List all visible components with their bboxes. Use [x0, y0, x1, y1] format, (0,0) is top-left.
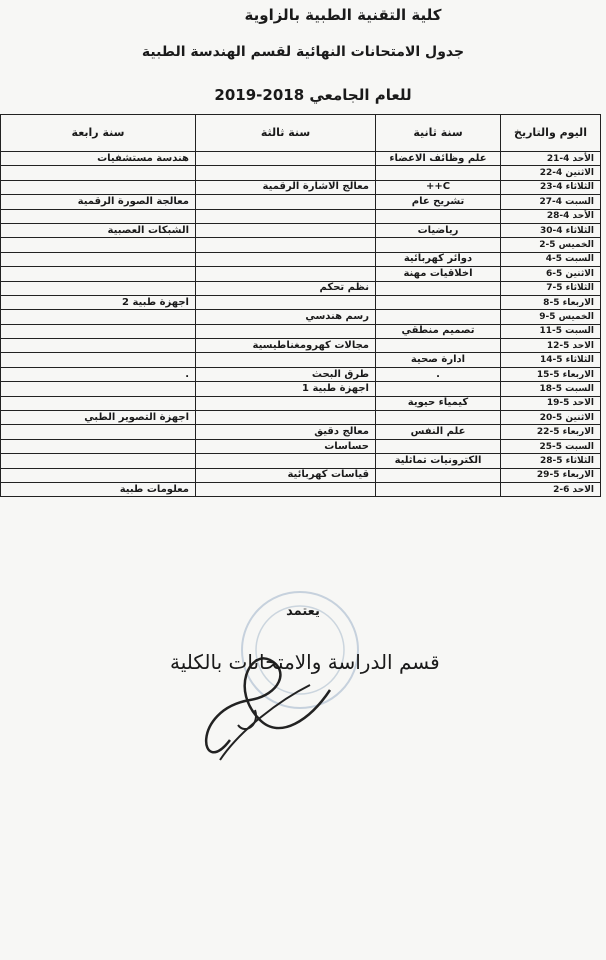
cell-day: الاثنين 5-6	[501, 267, 601, 281]
column-header-year3: سنة ثالثة	[196, 115, 376, 152]
cell-y4	[1, 324, 196, 338]
cell-y2: ادارة صحية	[376, 353, 501, 367]
cell-day: الأحد 4-28	[501, 209, 601, 223]
cell-y3	[196, 166, 376, 180]
table-row	[1, 425, 601, 439]
cell-y3: حساسات	[196, 439, 376, 453]
column-header-day: اليوم والتاريخ	[501, 115, 601, 152]
cell-y3	[196, 454, 376, 468]
cell-y3: رسم هندسي	[196, 310, 376, 324]
cell-y2	[376, 295, 501, 309]
cell-y3	[196, 152, 376, 166]
cell-y4	[1, 267, 196, 281]
cell-y2: علم النفس	[376, 425, 501, 439]
cell-y2: C++	[376, 180, 501, 194]
document-title: جدول الامتحانات النهائية لقسم الهندسة الطبية	[141, 44, 465, 60]
cell-day: السبت 5-4	[501, 252, 601, 266]
cell-y2	[376, 281, 501, 295]
table-row	[1, 454, 601, 468]
cell-y4: اجهزة التصوير الطبي	[1, 411, 196, 425]
cell-y4	[1, 238, 196, 252]
column-header-year2: سنة ثانية	[376, 115, 501, 152]
cell-day: السبت 5-25	[501, 439, 601, 453]
cell-y2: اخلاقيات مهنة	[376, 267, 501, 281]
table-header-row	[1, 115, 601, 152]
cell-y3	[196, 252, 376, 266]
cell-y4	[1, 396, 196, 410]
cell-y2: تصميم منطقي	[376, 324, 501, 338]
cell-y2	[376, 439, 501, 453]
exam-schedule-table	[0, 114, 601, 497]
cell-y4	[1, 252, 196, 266]
cell-y2	[376, 209, 501, 223]
table-row	[1, 353, 601, 367]
approval-label: يعتمد	[286, 604, 320, 619]
table-row	[1, 324, 601, 338]
table-body	[1, 152, 601, 497]
table-row	[1, 382, 601, 396]
cell-y3	[196, 411, 376, 425]
table-row	[1, 468, 601, 482]
table-row	[1, 223, 601, 237]
cell-y2	[376, 468, 501, 482]
cell-y2: علم وظائف الاعضاء	[376, 152, 501, 166]
table-row	[1, 411, 601, 425]
table-row	[1, 166, 601, 180]
cell-y2	[376, 411, 501, 425]
table-row	[1, 195, 601, 209]
table-row	[1, 396, 601, 410]
cell-y4	[1, 468, 196, 482]
cell-y3	[196, 295, 376, 309]
cell-y2	[376, 166, 501, 180]
cell-y3	[196, 267, 376, 281]
cell-y2: الكترونيات تماثلية	[376, 454, 501, 468]
college-name: كلية التقنية الطبية بالزاوية	[244, 6, 442, 24]
cell-day: الاحد 5-19	[501, 396, 601, 410]
cell-day: الخميس 5-9	[501, 310, 601, 324]
cell-y4: .	[1, 367, 196, 381]
cell-day: الاحد 6-2	[501, 482, 601, 496]
cell-y3	[196, 238, 376, 252]
table-row	[1, 180, 601, 194]
cell-y2	[376, 382, 501, 396]
cell-day: الثلاثاء 5-28	[501, 454, 601, 468]
cell-y2	[376, 482, 501, 496]
cell-y3: قياسات كهربائية	[196, 468, 376, 482]
cell-y3	[196, 223, 376, 237]
cell-y4: معلومات طبية	[1, 482, 196, 496]
cell-y2: رياضيات	[376, 223, 501, 237]
cell-y4	[1, 425, 196, 439]
official-stamp	[160, 590, 380, 794]
cell-y4	[1, 353, 196, 367]
column-header-year4: سنة رابعة	[1, 115, 196, 152]
cell-day: الثلاثاء 5-14	[501, 353, 601, 367]
table-row	[1, 267, 601, 281]
cell-day: الخميس 5-2	[501, 238, 601, 252]
cell-y3	[196, 353, 376, 367]
cell-y2	[376, 310, 501, 324]
cell-y3: معالج دقيق	[196, 425, 376, 439]
cell-day: السبت 5-11	[501, 324, 601, 338]
cell-day: السبت 5-18	[501, 382, 601, 396]
cell-y2	[376, 339, 501, 353]
cell-y2: .	[376, 367, 501, 381]
cell-y4	[1, 166, 196, 180]
cell-y2: كيمياء حيوية	[376, 396, 501, 410]
table-row	[1, 209, 601, 223]
cell-y4: هندسة مستشفيات	[1, 152, 196, 166]
cell-y4	[1, 281, 196, 295]
stamp-and-signature-graphic	[160, 590, 380, 790]
cell-day: الثلاثاء 4-23	[501, 180, 601, 194]
cell-y4	[1, 382, 196, 396]
cell-day: الاربعاء 5-29	[501, 468, 601, 482]
cell-day: الاربعاء 5-8	[501, 295, 601, 309]
exams-office-signature-text: قسم الدراسة والامتحانات بالكلية	[170, 650, 440, 674]
table-row	[1, 367, 601, 381]
cell-y4: الشبكات العصبية	[1, 223, 196, 237]
cell-y3	[196, 324, 376, 338]
cell-y3: نظم تحكم	[196, 281, 376, 295]
table-row	[1, 339, 601, 353]
cell-y2	[376, 238, 501, 252]
table-row	[1, 295, 601, 309]
cell-day: الثلاثاء 4-30	[501, 223, 601, 237]
table-row	[1, 238, 601, 252]
table-row	[1, 281, 601, 295]
cell-y4	[1, 339, 196, 353]
cell-y3	[196, 396, 376, 410]
cell-y4	[1, 209, 196, 223]
cell-y4	[1, 454, 196, 468]
cell-day: الاربعاء 5-15	[501, 367, 601, 381]
cell-day: الاربعاء 5-22	[501, 425, 601, 439]
table-row	[1, 152, 601, 166]
table-row	[1, 310, 601, 324]
cell-y3: معالج الاشارة الرقمية	[196, 180, 376, 194]
cell-y3	[196, 195, 376, 209]
cell-y4: اجهزة طبية 2	[1, 295, 196, 309]
cell-day: الثلاثاء 5-7	[501, 281, 601, 295]
cell-y2: تشريح عام	[376, 195, 501, 209]
cell-day: الاثنين 5-20	[501, 411, 601, 425]
cell-y2: دوائر كهربائية	[376, 252, 501, 266]
cell-y3	[196, 482, 376, 496]
cell-y3	[196, 209, 376, 223]
cell-y3: طرق البحث	[196, 367, 376, 381]
table-row	[1, 439, 601, 453]
table-row	[1, 252, 601, 266]
cell-y4	[1, 310, 196, 324]
cell-day: الاحد 5-12	[501, 339, 601, 353]
cell-y4	[1, 180, 196, 194]
cell-y3: مجالات كهرومغناطيسية	[196, 339, 376, 353]
cell-y3: اجهزة طبية 1	[196, 382, 376, 396]
cell-day: الاثنين 4-22	[501, 166, 601, 180]
academic-year: للعام الجامعي 2018-2019	[214, 86, 412, 104]
cell-y4	[1, 439, 196, 453]
cell-day: السبت 4-27	[501, 195, 601, 209]
cell-y4: معالجة الصورة الرقمية	[1, 195, 196, 209]
table-row	[1, 482, 601, 496]
cell-day: الأحد 4-21	[501, 152, 601, 166]
